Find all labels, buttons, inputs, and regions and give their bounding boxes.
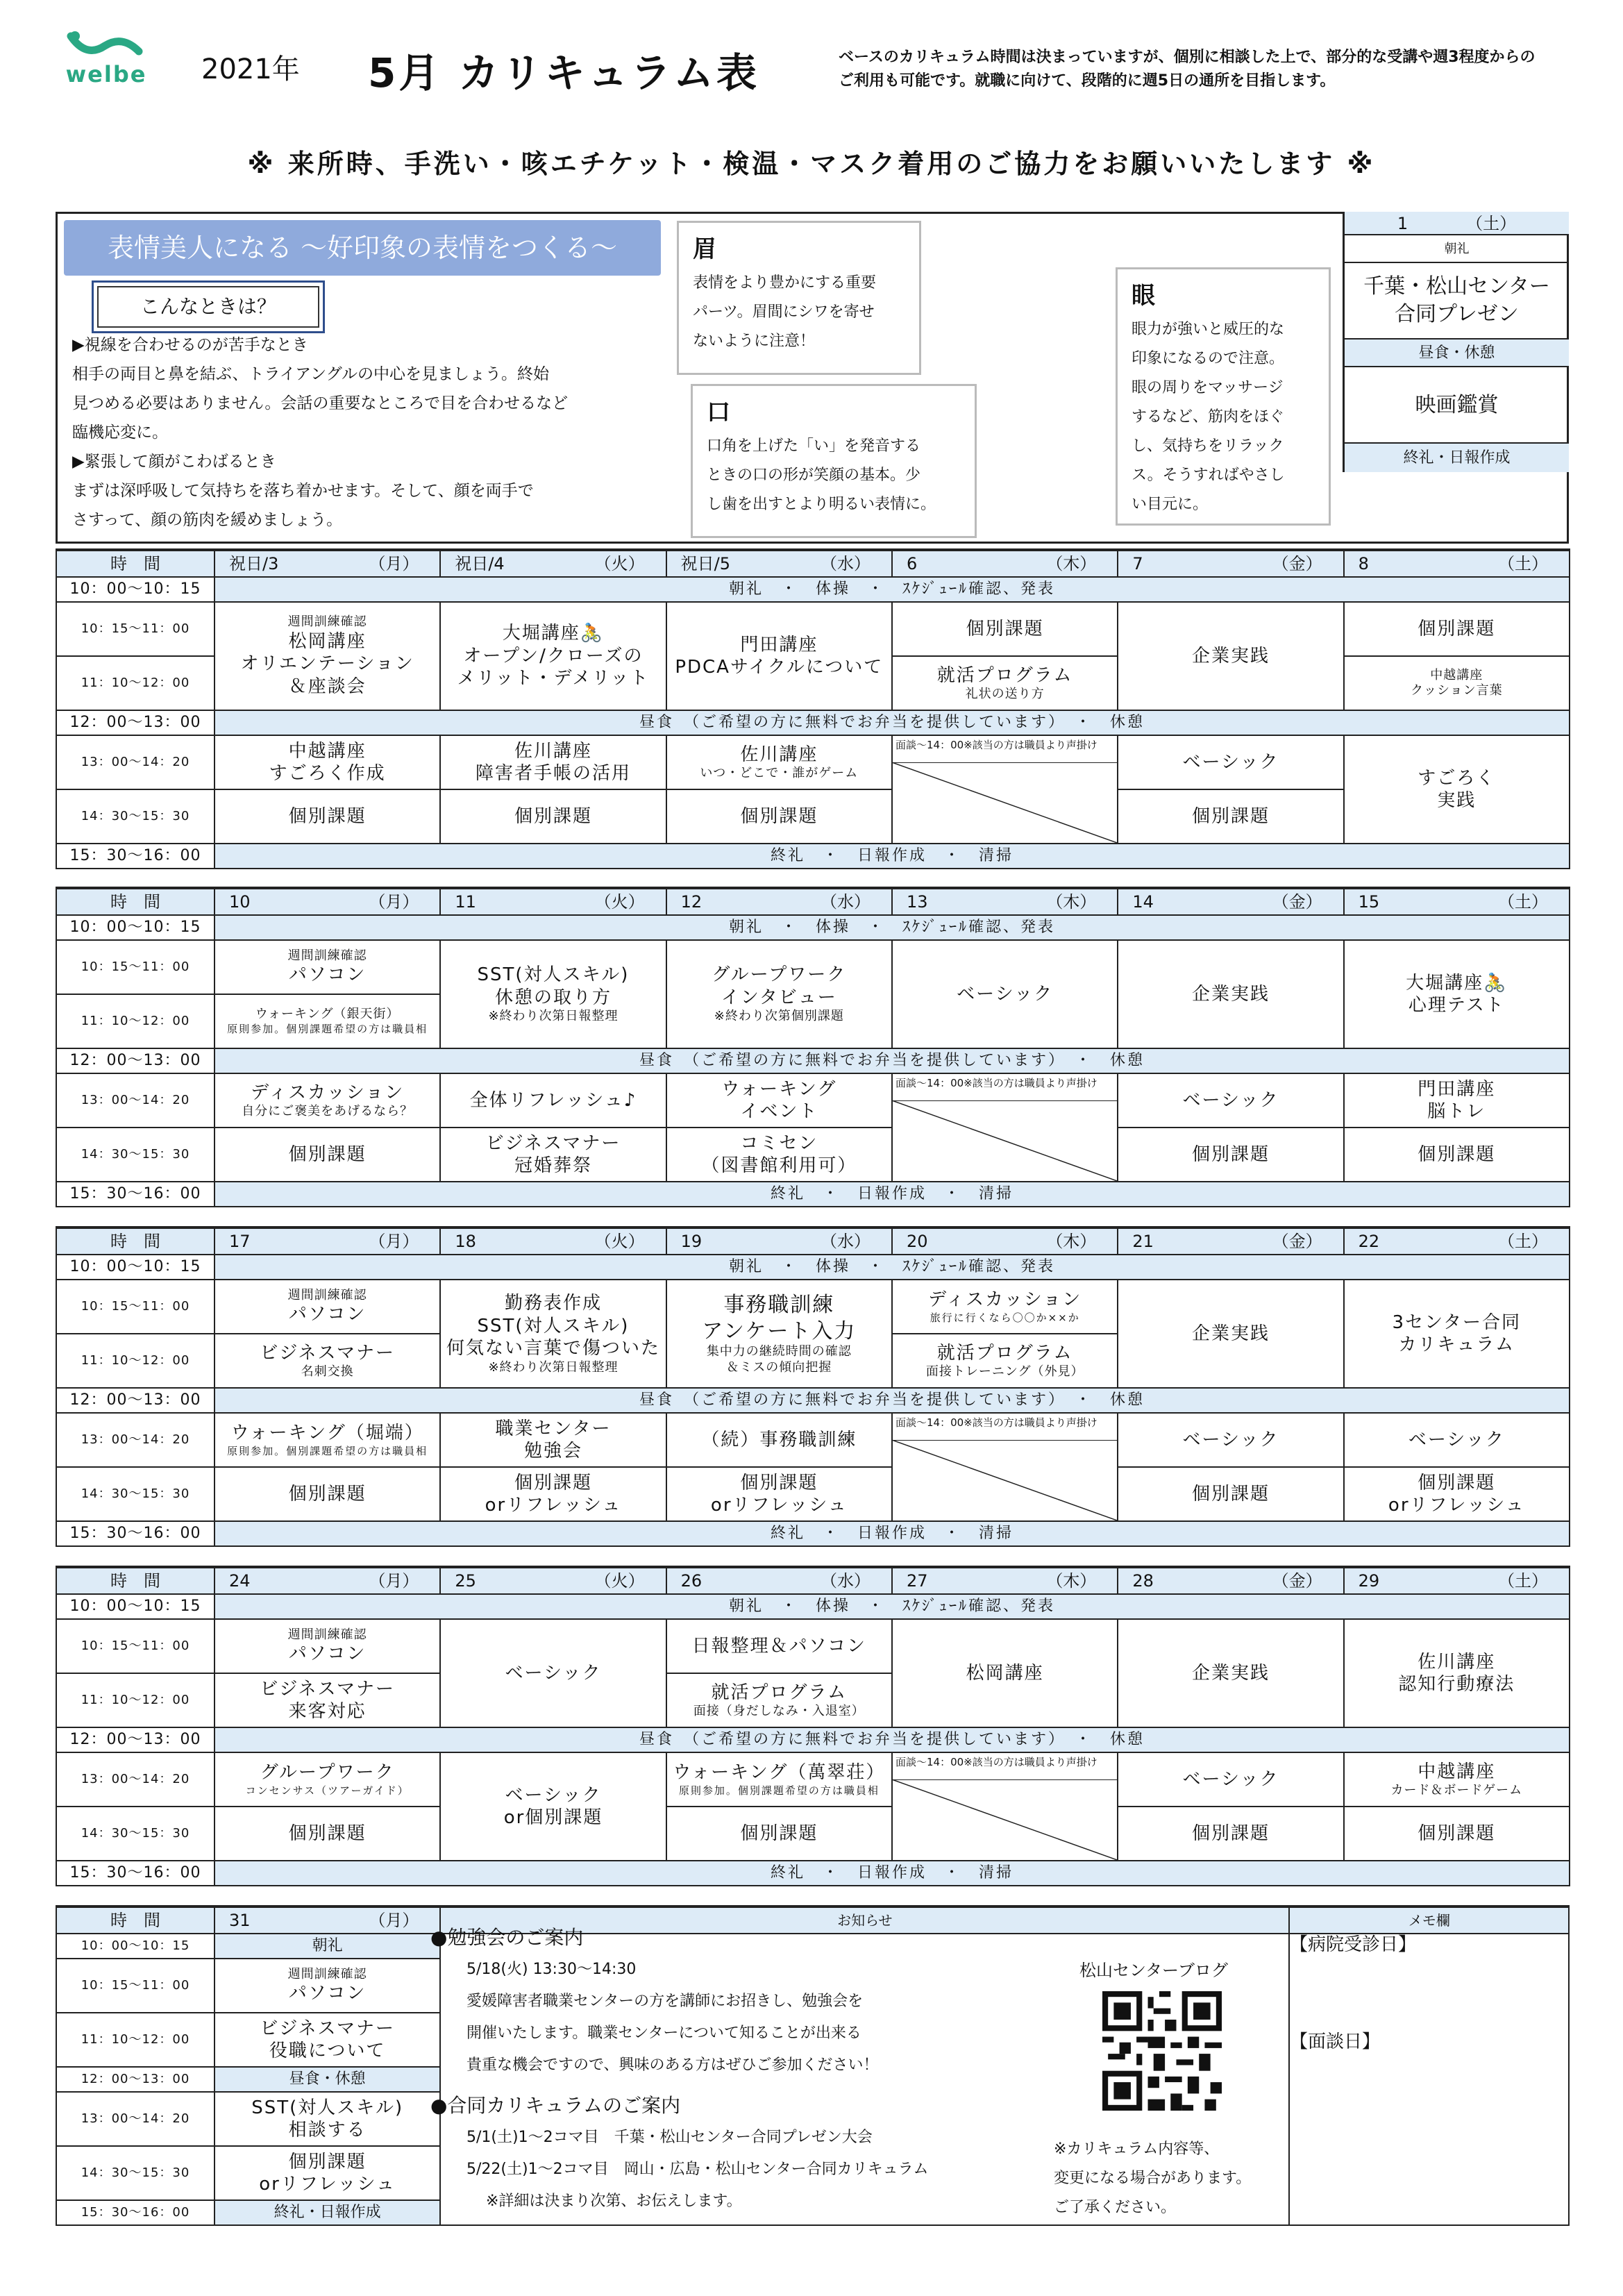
- cell-mon-pm2: 個別課題: [215, 1807, 440, 1861]
- cell-mon-pm2: 個別課題: [215, 1467, 440, 1521]
- cell-thu-pm: 面談～14：00※該当の方は職員より声掛け: [892, 1073, 1118, 1182]
- day-header: 20 （木）: [906, 1232, 1097, 1251]
- cell-tue-pm2: 個別課題: [440, 789, 666, 844]
- cell-thu-am2: 就活プログラム 礼状の送り方: [892, 656, 1118, 710]
- lunch-row: 昼食 （ご希望の方に無料でお弁当を提供しています） ・ 休憩: [215, 1727, 1570, 1752]
- cell-31-6: 終礼・日報作成: [215, 2200, 440, 2225]
- cell-mon-am2: ビジネスマナー 来客対応: [215, 1673, 440, 1727]
- cell-mon-pm1: ディスカッション 自分にご褒美をあげるなら？: [215, 1073, 440, 1128]
- cell-sat-am: 3センター合同 カリキュラム: [1344, 1280, 1570, 1388]
- day-header: 11 （火）: [455, 892, 645, 912]
- cell-mon-am1: 週間訓練確認 パソコン: [215, 1280, 440, 1334]
- sat1-pm: 映画鑑賞: [1343, 367, 1569, 444]
- cell-mon-pm1: 中越講座 すごろく作成: [215, 735, 440, 789]
- cell-wed-am: グループワーク インタビュー ※終わり次第個別課題: [666, 940, 892, 1048]
- cell-wed-pm2: 個別課題: [666, 1807, 892, 1861]
- diagonal-line: [893, 1074, 1117, 1181]
- sat1-date: 1 （土）: [1343, 212, 1569, 235]
- day-header: 25 （火）: [455, 1571, 645, 1591]
- day-header: 19 （水）: [680, 1232, 871, 1251]
- cell-sat-pm1: ベーシック: [1344, 1413, 1570, 1467]
- blog-label: 松山センターブログ: [1079, 1961, 1228, 1980]
- cell-mon-pm1: グループワーク コンセンサス（ツアーガイド）: [215, 1752, 440, 1807]
- day-header: 14 （金）: [1132, 892, 1322, 912]
- cell-mon-pm1: ウォーキング（堀端） 原則参加。個別課題希望の方は職員相: [215, 1413, 440, 1467]
- day-header: 13 （木）: [906, 892, 1097, 912]
- day-header: 8 （土）: [1358, 554, 1548, 573]
- cell-fri-pm2: 個別課題: [1118, 789, 1343, 844]
- day-header: 29 （土）: [1358, 1571, 1548, 1591]
- day-header: 祝日/4 （火）: [455, 554, 645, 573]
- day-header: 31 （月）: [229, 1911, 419, 1930]
- diagonal-line: [893, 1414, 1117, 1520]
- cell-sat-am: 大堀講座🚴 心理テスト: [1344, 940, 1570, 1048]
- week-table-4: 時 間 24 （月） 25 （火） 26 （水） 27 （木） 28 （金） 29 （土） 10：00～10：15 朝礼 ・ 体操 ・ ｽｹｼﾞｭｰﾙ確認、発表 10：15～11：00 週間訓練確認 パソコン ベーシック 日報整理＆パソコン 松岡講座 企業実践 佐川講座 認知行動療法 11：10～12：00 ビジネスマナー 来客対応 就活プログラム 面接（身だしなみ・入退室） 12：00～13：00 昼食 （ご希望の方に無料でお弁当を提供しています） ・ 休憩 13：00～14：20 グループワーク コンセンサス（ツアーガイド） ベーシック or個別課題 ウォーキング（萬翠荘） 原則参加。個別課題希望の方は職員相 面談～14：00※該当の方は職員より声掛け ベーシック 中越講座 カード＆ボードゲーム 14：30～15：30 個別課題 個別課題 個別課題 個別課題 15：30～16：00 終礼 ・ 日報作成 ・ 清掃: [56, 1566, 1570, 1886]
- logo-text: welbe: [65, 61, 147, 87]
- cell-sat-am: 佐川講座 認知行動療法: [1344, 1619, 1570, 1727]
- cell-fri-am: 企業実践: [1118, 1280, 1343, 1388]
- day-header: 24 （月）: [229, 1571, 419, 1591]
- end-row: 終礼 ・ 日報作成 ・ 清掃: [215, 1861, 1570, 1886]
- tip-brow: 眉 表情をより豊かにする重要 パーツ。眉間にシワを寄せ ないように注意！: [677, 221, 921, 375]
- header-note: ベースのカリキュラム時間は決まっていますが、個別に相談した上で、部分的な受講や週3程度からのご利用も可能です。就職に向けて、段階的に週5日の通所を目指します。: [839, 49, 1536, 90]
- tip-mouth: 口 口角を上げた「い」を発音する ときの口の形が笑顔の基本。少 し歯を出すとより明るい表情に。: [691, 384, 977, 538]
- cell-thu-am2: 就活プログラム 面接トレーニング（外見）: [892, 1334, 1118, 1388]
- cell-fri-pm2: 個別課題: [1118, 1807, 1343, 1861]
- cell-mon-pm2: 個別課題: [215, 1128, 440, 1182]
- cell-wed-am1: 日報整理＆パソコン: [666, 1619, 892, 1673]
- morning-row: 朝礼 ・ 体操 ・ ｽｹｼﾞｭｰﾙ確認、発表: [215, 1594, 1570, 1619]
- notice-banner: ※ 来所時、手洗い・咳エチケット・検温・マスク着用のご協力をお願いいたします ※: [247, 149, 1376, 179]
- cell-mon-am2: ウォーキング（銀天街） 原則参加。個別課題希望の方は職員相: [215, 994, 440, 1048]
- qr-code-icon[interactable]: [1102, 1991, 1222, 2111]
- cell-thu-am1: 個別課題: [892, 602, 1118, 656]
- day-header: 26 （水）: [680, 1571, 871, 1591]
- morning-row: 朝礼 ・ 体操 ・ ｽｹｼﾞｭｰﾙ確認、発表: [215, 915, 1570, 940]
- day-header: 7 （金）: [1132, 554, 1322, 573]
- cell-wed-pm1: 佐川講座 いつ・どこで・誰がゲーム: [666, 735, 892, 789]
- cell-31-3: 昼食・休憩: [215, 2067, 440, 2092]
- memo-area: [1289, 1934, 1569, 2225]
- lunch-row: 昼食 （ご希望の方に無料でお弁当を提供しています） ・ 休憩: [215, 710, 1570, 735]
- end-row: 終礼 ・ 日報作成 ・ 清掃: [215, 1521, 1570, 1546]
- cell-wed-pm1: ウォーキング（萬翠荘） 原則参加。個別課題希望の方は職員相: [666, 1752, 892, 1807]
- year: 2021年: [201, 53, 300, 85]
- cell-sat-am2: 中越講座 クッション言葉: [1344, 656, 1570, 710]
- day-header: 17 （月）: [229, 1232, 419, 1251]
- memo-header: メモ欄: [1289, 1907, 1569, 1934]
- cell-wed-pm1: （続）事務職訓練: [666, 1413, 892, 1467]
- cell-thu-pm: 面談～14：00※該当の方は職員より声掛け: [892, 1752, 1118, 1861]
- cell-tue-pm: ベーシック or個別課題: [440, 1752, 666, 1861]
- cell-fri-pm1: ベーシック: [1118, 1752, 1343, 1807]
- day-header: 22 （土）: [1358, 1232, 1548, 1251]
- sat1-am: 千葉・松山センター 合同プレゼン: [1343, 263, 1569, 340]
- logo-wave-icon: [67, 31, 143, 58]
- cell-tue-pm2: ビジネスマナー 冠婚葬祭: [440, 1128, 666, 1182]
- morning-row: 朝礼 ・ 体操 ・ ｽｹｼﾞｭｰﾙ確認、発表: [215, 1255, 1570, 1280]
- cell-sat-pm2: 個別課題: [1344, 1128, 1570, 1182]
- cell-31-2: ビジネスマナー 役職について: [215, 2013, 440, 2067]
- cell-thu-am: ベーシック: [892, 940, 1118, 1048]
- lunch-row: 昼食 （ご希望の方に無料でお弁当を提供しています） ・ 休憩: [215, 1388, 1570, 1413]
- cell-fri-am: 企業実践: [1118, 1619, 1343, 1727]
- memo-interview: 【面談日】: [1290, 2031, 1381, 2052]
- cell-mon-am2: ビジネスマナー 名刺交換: [215, 1334, 440, 1388]
- cell-thu-am1: ディスカッション 旅行に行くなら〇〇か××か: [892, 1280, 1118, 1334]
- cell-sat-pm1: 門田講座 脳トレ: [1344, 1073, 1570, 1128]
- end-row: 終礼 ・ 日報作成 ・ 清掃: [215, 1182, 1570, 1207]
- cell-tue-am: SST(対人スキル) 休憩の取り方 ※終わり次第日報整理: [440, 940, 666, 1048]
- memo-hospital: 【病院受診日】: [1290, 1934, 1417, 1955]
- sat1-morning: 朝礼: [1343, 235, 1569, 263]
- cell-fri-pm1: ベーシック: [1118, 1073, 1343, 1128]
- cell-31-0: 朝礼: [215, 1934, 440, 1959]
- day-header: 27 （木）: [906, 1571, 1097, 1591]
- sat1-column: [1343, 212, 1569, 544]
- week-table-2: 時 間 10 （月） 11 （火） 12 （水） 13 （木） 14 （金） 15 （土） 10：00～10：15 朝礼 ・ 体操 ・ ｽｹｼﾞｭｰﾙ確認、発表 10：15～11：00 週間訓練確認 パソコン SST(対人スキル) 休憩の取り方 ※終わり次第日報整理 グループワーク インタビュー ※終わり次第個別課題 ベーシック 企業実践 大堀講座🚴 心理テスト 11：10～12：00 ウォーキング（銀天街） 原則参加。個別課題希望の方は職員相 12：00～13：00 昼食 （ご希望の方に無料でお弁当を提供しています） ・ 休憩 13：00～14：20 ディスカッション 自分にご褒美をあげるなら？ 全体リフレッシュ♪ ウォーキング イベント 面談～14：00※該当の方は職員より声掛け ベーシック 門田講座 脳トレ 14：30～15：30 個別課題 ビジネスマナー 冠婚葬祭 コミセン （図書館利用可） 個別課題 個別課題 15：30～16：00 終礼 ・ 日報作成 ・ 清掃: [56, 887, 1570, 1207]
- day-header: 祝日/3 （月）: [229, 554, 419, 573]
- day-header: 18 （火）: [455, 1232, 645, 1251]
- cell-tue-pm2: 個別課題 orリフレッシュ: [440, 1467, 666, 1521]
- cell-fri-am: 企業実践: [1118, 602, 1343, 710]
- cell-31-1: 週間訓練確認 パソコン: [215, 1959, 440, 2013]
- cell-mon-pm2: 個別課題: [215, 789, 440, 844]
- cell-wed-pm1: ウォーキング イベント: [666, 1073, 892, 1128]
- cell-sat-pm2: 個別課題 orリフレッシュ: [1344, 1467, 1570, 1521]
- cell-tue-am: 大堀講座🚴 オープン/クローズの メリット・デメリット: [440, 602, 666, 710]
- cell-mon-am1: 週間訓練確認 パソコン: [215, 1619, 440, 1673]
- notice-header: お知らせ: [440, 1907, 1289, 1934]
- tip-eye: 眼 眼力が強いと威圧的な 印象になるので注意。 眼の周りをマッサージ するなど、筋肉をほぐ し、気持ちをリラック ス。そうすればやさし い目元に。: [1116, 267, 1331, 526]
- notice-text: ●勉強会のご案内 5/18(火) 13:30～14:30 愛媛障害者職業センターの方を講師にお招きし、勉強会を 開催いたします。職業センターについて知ることが出来る 貴重な機会ですので、興味のある方はぜひご参加ください！ ●合同カリキュラムのご案内 5/1(土)1～2コマ目 千葉・松山センター合同プレゼン大会 5/22(土)1～2コマ目 岡山・広島・松山センター合同カリキュラム ※詳細は決まり次第、お伝えします。: [430, 1926, 929, 2210]
- cell-sat-pm1: 中越講座 カード＆ボードゲーム: [1344, 1752, 1570, 1807]
- morning-row: 朝礼 ・ 体操 ・ ｽｹｼﾞｭｰﾙ確認、発表: [215, 577, 1570, 602]
- cell-31-4: SST(対人スキル) 相談する: [215, 2092, 440, 2146]
- cell-thu-pm: 面談～14：00※該当の方は職員より声掛け: [892, 735, 1118, 844]
- cell-tue-pm1: 佐川講座 障害者手帳の活用: [440, 735, 666, 789]
- cell-wed-pm2: 個別課題 orリフレッシュ: [666, 1467, 892, 1521]
- caution-note: ※カリキュラム内容等、 変更になる場合があります。 ご了承ください。: [1054, 2140, 1252, 2216]
- cell-wed-am: 事務職訓練 アンケート入力 集中力の継続時間の確認 ＆ミスの傾向把握: [666, 1280, 892, 1388]
- cell-31-5: 個別課題 orリフレッシュ: [215, 2146, 440, 2200]
- day-header: 28 （金）: [1132, 1571, 1322, 1591]
- cell-mon-am1: 週間訓練確認 パソコン: [215, 940, 440, 994]
- day-header: 12 （水）: [680, 892, 871, 912]
- cell-wed-am2: 就活プログラム 面接（身だしなみ・入退室）: [666, 1673, 892, 1727]
- cell-thu-pm: 面談～14：00※該当の方は職員より声掛け: [892, 1413, 1118, 1521]
- cell-fri-am: 企業実践: [1118, 940, 1343, 1048]
- cell-tue-pm1: 職業センター 勉強会: [440, 1413, 666, 1467]
- time-header: 時 間: [56, 550, 215, 577]
- cell-wed-pm2: 個別課題: [666, 789, 892, 844]
- cell-tue-am: ベーシック: [440, 1619, 666, 1727]
- cell-fri-pm1: ベーシック: [1118, 735, 1343, 789]
- cell-fri-pm2: 個別課題: [1118, 1467, 1343, 1521]
- cell-sat-am1: 個別課題: [1344, 602, 1570, 656]
- page-title: 5月 カリキュラム表: [368, 49, 759, 97]
- week-table-5: 時 間 31 （月） お知らせ メモ欄 10：00～10：15 朝礼 10：15～11：00 週間訓練確認 パソコン 11：10～12：00 ビジネスマナー 役職について 12：00～13：00 昼食・休憩 13：00～14：20 SST(対人スキル) 相談する 14：30～15：30 個別課題 orリフレッシュ 15：30～16：00 終礼・日報作成: [56, 1905, 1570, 2226]
- cell-tue-am: 勤務表作成 SST(対人スキル) 何気ない言葉で傷ついた ※終わり次第日報整理: [440, 1280, 666, 1388]
- cell-sat-pm: すごろく 実践: [1344, 735, 1570, 844]
- cell-wed-am: 門田講座 PDCAサイクルについて: [666, 602, 892, 710]
- day-header: 21 （金）: [1132, 1232, 1322, 1251]
- day-header: 10 （月）: [229, 892, 419, 912]
- day-header: 15 （土）: [1358, 892, 1548, 912]
- cell-fri-pm1: ベーシック: [1118, 1413, 1343, 1467]
- cell-tue-pm1: 全体リフレッシュ♪: [440, 1073, 666, 1128]
- week-table-1: 時 間 祝日/3 （月） 祝日/4 （火） 祝日/5 （水） 6 （木） 7 （金） 8 （土） 10：00～10：15 朝礼 ・ 体操 ・ ｽｹｼﾞｭｰﾙ確認、発表 10：15～11：00 週間訓練確認 松岡講座 オリエンテーション ＆座談会 大堀講座🚴 オープン/クローズの メリット・デメリット 門田講座 PDCAサイクルについて 個別課題 企業実践 個別課題 11：10～12：00 就活プログラム 礼状の送り方 中越講座 クッション言葉 12：00～13：00 昼食 （ご希望の方に無料でお弁当を提供しています） ・ 休憩 13：00～14：20 中越講座 すごろく作成 佐川講座 障害者手帳の活用 佐川講座 いつ・どこで・誰がゲーム 面談～14：00※該当の方は職員より声掛け ベーシック すごろく 実践 14：30～15：30 個別課題 個別課題 個別課題 個別課題 15：30～16：00 終礼 ・ 日報作成 ・ 清掃: [56, 548, 1570, 869]
- intro-body: ▶視線を合わせるのが苦手なとき 相手の両目と鼻を結ぶ、トライアングルの中心を見ましょう。終始 見つめる必要はありません。会話の重要なところで目を合わせるなど 臨機応変に。 ▶緊張して顔がこわばるとき まずは深呼吸して気持ちを落ち着かせます。そして、顔を両手で さすって、顔の筋肉を緩めましょう。: [72, 336, 569, 529]
- sat1-end: 終礼・日報作成: [1343, 444, 1569, 472]
- lunch-row: 昼食 （ご希望の方に無料でお弁当を提供しています） ・ 休憩: [215, 1048, 1570, 1073]
- sat1-lunch: 昼食・休憩: [1343, 340, 1569, 367]
- diagonal-line: [893, 736, 1117, 843]
- cell-thu-am: 松岡講座: [892, 1619, 1118, 1727]
- when-label: こんなときは？: [97, 286, 319, 328]
- cell-sat-pm2: 個別課題: [1344, 1807, 1570, 1861]
- intro-title: 表情美人になる ～好印象の表情をつくる～: [64, 220, 661, 276]
- end-row: 終礼 ・ 日報作成 ・ 清掃: [215, 844, 1570, 869]
- cell-wed-pm2: コミセン （図書館利用可）: [666, 1128, 892, 1182]
- diagonal-line: [893, 1753, 1117, 1860]
- week-table-3: 時 間 17 （月） 18 （火） 19 （水） 20 （木） 21 （金） 22 （土） 10：00～10：15 朝礼 ・ 体操 ・ ｽｹｼﾞｭｰﾙ確認、発表 10：15～11：00 週間訓練確認 パソコン 勤務表作成 SST(対人スキル) 何気ない言葉で傷ついた ※終わり次第日報整理 事務職訓練 アンケート入力 集中力の継続時間の確認 ＆ミスの傾向把握 ディスカッション 旅行に行くなら〇〇か××か 企業実践 3センター合同 カリキュラム 11：10～12：00 ビジネスマナー 名刺交換 就活プログラム 面接トレーニング（外見） 12：00～13：00 昼食 （ご希望の方に無料でお弁当を提供しています） ・ 休憩 13：00～14：20 ウォーキング（堀端） 原則参加。個別課題希望の方は職員相 職業センター 勉強会 （続）事務職訓練 面談～14：00※該当の方は職員より声掛け ベーシック ベーシック 14：30～15：30 個別課題 個別課題 orリフレッシュ 個別課題 orリフレッシュ 個別課題 個別課題 orリフレッシュ 15：30～16：00 終礼 ・ 日報作成 ・ 清掃: [56, 1226, 1570, 1547]
- day-header: 6 （木）: [906, 554, 1097, 573]
- day-header: 祝日/5 （水）: [680, 554, 871, 573]
- welbe-logo: [61, 28, 151, 90]
- cell-mon-am: 週間訓練確認 松岡講座 オリエンテーション ＆座談会: [215, 602, 440, 710]
- cell-fri-pm2: 個別課題: [1118, 1128, 1343, 1182]
